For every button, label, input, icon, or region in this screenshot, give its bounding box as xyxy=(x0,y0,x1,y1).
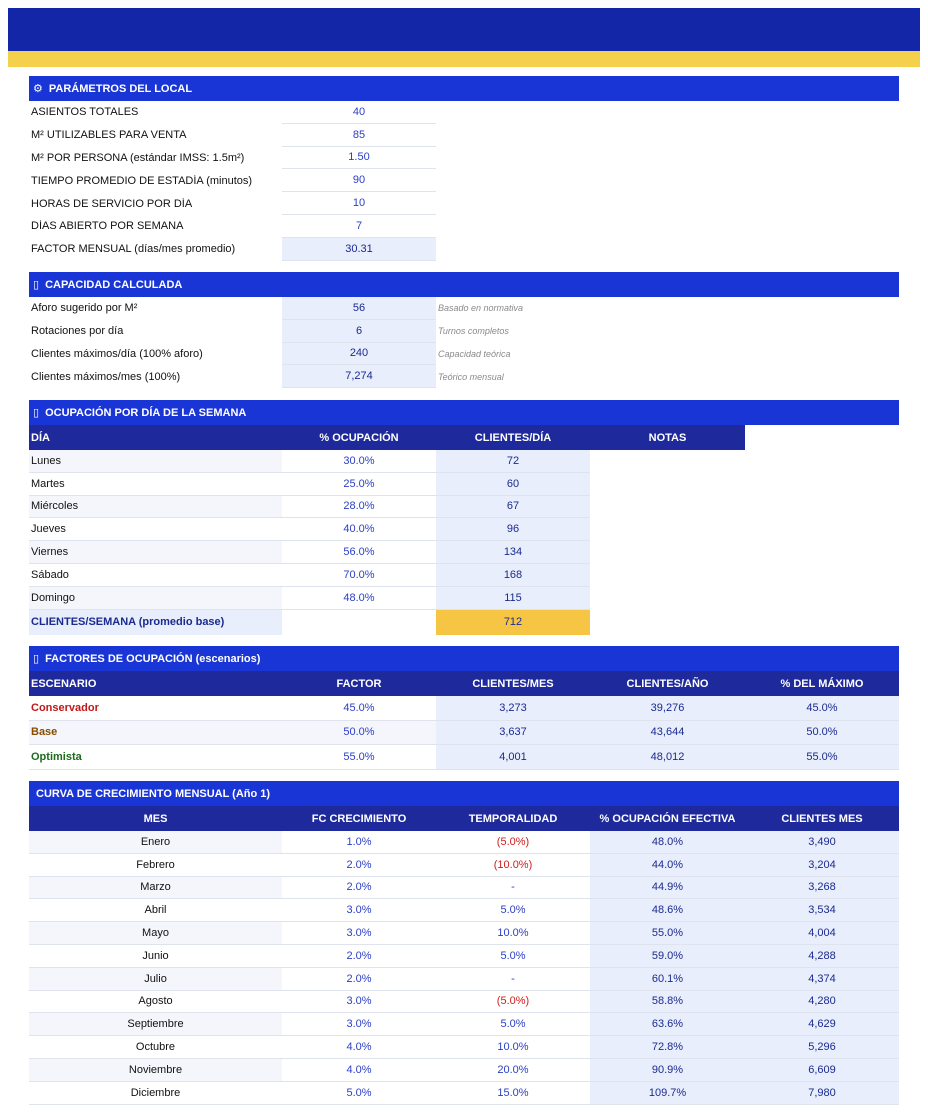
capacidad-note: Turnos completos xyxy=(438,326,509,337)
mes-cell: Julio xyxy=(29,968,282,991)
ocupacion-pct-cell[interactable]: 25.0% xyxy=(282,473,436,496)
mes-cell: Enero xyxy=(29,831,282,854)
ocupacion-efectiva-cell: 59.0% xyxy=(590,945,745,968)
clientes-mes-curva-cell: 4,629 xyxy=(745,1013,899,1036)
mes-cell: Marzo xyxy=(29,877,282,900)
clientes-mes-cell: 3,273 xyxy=(436,696,590,721)
factor-cell[interactable]: 55.0% xyxy=(282,745,436,770)
col-header-notas: NOTAS xyxy=(648,431,687,444)
capacidad-section xyxy=(29,272,899,388)
ocupacion-efectiva-cell: 109.7% xyxy=(590,1082,745,1105)
ocupacion-efectiva-cell: 63.6% xyxy=(590,1013,745,1036)
ocupacion-table-header xyxy=(29,425,745,450)
clientes-mes-curva-cell: 3,490 xyxy=(745,831,899,854)
ocupacion-pct-cell[interactable]: 56.0% xyxy=(282,541,436,564)
fc-crecimiento-cell[interactable]: 4.0% xyxy=(282,1059,436,1082)
escenario-cell: Base xyxy=(29,721,282,746)
clientes-mes-curva-cell: 6,609 xyxy=(745,1059,899,1082)
ocupacion-efectiva-cell: 48.0% xyxy=(590,831,745,854)
clientes-dia-cell: 72 xyxy=(436,450,590,473)
param-value[interactable]: 10 xyxy=(282,192,436,215)
temporalidad-cell[interactable]: 10.0% xyxy=(436,1036,590,1059)
capacidad-value: 56 xyxy=(282,297,436,320)
clientes-anio-cell: 48,012 xyxy=(590,745,745,770)
mes-cell: Febrero xyxy=(29,854,282,877)
dia-cell: Miércoles xyxy=(29,496,282,519)
temporalidad-cell[interactable]: - xyxy=(436,877,590,900)
mes-cell: Octubre xyxy=(29,1036,282,1059)
clientes-dia-cell: 67 xyxy=(436,496,590,519)
mes-cell: Mayo xyxy=(29,922,282,945)
parametros-header xyxy=(29,76,899,101)
capacidad-label: Rotaciones por día xyxy=(31,325,124,338)
ocupacion-efectiva-cell: 44.9% xyxy=(590,877,745,900)
table-row xyxy=(29,473,899,496)
factores-header xyxy=(29,646,899,671)
col-header-ocupacion: % OCUPACIÓN xyxy=(319,431,399,444)
param-value[interactable]: 1.50 xyxy=(282,147,436,170)
total-row xyxy=(29,610,899,635)
ocupacion-header xyxy=(29,400,899,425)
capacidad-note: Teórico mensual xyxy=(438,371,504,382)
dia-cell: Jueves xyxy=(29,518,282,541)
param-row xyxy=(29,215,899,238)
top-banner xyxy=(8,8,920,51)
table-row xyxy=(29,587,899,610)
fc-crecimiento-cell[interactable]: 3.0% xyxy=(282,922,436,945)
param-label: FACTOR MENSUAL (días/mes promedio) xyxy=(31,243,236,256)
capacidad-header xyxy=(29,272,899,297)
clientes-mes-curva-cell: 4,280 xyxy=(745,991,899,1014)
table-row xyxy=(29,1013,899,1036)
clientes-mes-curva-cell: 7,980 xyxy=(745,1082,899,1105)
clientes-anio-cell: 39,276 xyxy=(590,696,745,721)
temporalidad-cell[interactable]: 5.0% xyxy=(436,899,590,922)
capacidad-label: Clientes máximos/día (100% aforo) xyxy=(31,347,203,360)
factores-table-header xyxy=(29,671,899,696)
clientes-mes-curva-cell: 3,204 xyxy=(745,854,899,877)
table-row xyxy=(29,721,899,746)
table-row xyxy=(29,541,899,564)
mes-cell: Junio xyxy=(29,945,282,968)
param-value[interactable]: 90 xyxy=(282,169,436,192)
mes-cell: Abril xyxy=(29,899,282,922)
missing-glyph-icon: ▯ xyxy=(33,279,40,291)
ocupacion-efectiva-cell: 72.8% xyxy=(590,1036,745,1059)
col-header-dia: DÍA xyxy=(31,431,50,444)
param-value[interactable]: 85 xyxy=(282,124,436,147)
param-row xyxy=(29,169,899,192)
dia-cell: Domingo xyxy=(29,587,282,610)
clientes-dia-cell: 168 xyxy=(436,564,590,587)
param-label: M² UTILIZABLES PARA VENTA xyxy=(31,129,187,142)
fc-crecimiento-cell[interactable]: 2.0% xyxy=(282,877,436,900)
table-row xyxy=(29,564,899,587)
capacidad-label: Aforo sugerido por M² xyxy=(31,302,138,315)
factores-title: FACTORES DE OCUPACIÓN (escenarios) xyxy=(45,652,261,665)
param-label: HORAS DE SERVICIO POR DÍA xyxy=(31,197,193,210)
escenario-cell: Optimista xyxy=(29,745,282,770)
del-maximo-cell: 55.0% xyxy=(745,745,899,770)
param-row xyxy=(29,192,899,215)
missing-glyph-icon: ▯ xyxy=(33,407,40,419)
capacidad-row xyxy=(29,343,899,366)
col-header-factor: FACTOR xyxy=(336,677,382,690)
param-label: TIEMPO PROMEDIO DE ESTADÍA (minutos) xyxy=(31,174,253,187)
table-row xyxy=(29,696,899,721)
fc-crecimiento-cell[interactable]: 3.0% xyxy=(282,899,436,922)
clientes-mes-curva-cell: 5,296 xyxy=(745,1036,899,1059)
temporalidad-cell[interactable]: 10.0% xyxy=(436,922,590,945)
capacidad-row xyxy=(29,365,899,388)
escenario-cell: Conservador xyxy=(29,696,282,721)
table-row xyxy=(29,745,899,770)
ocupacion-title: OCUPACIÓN POR DÍA DE LA SEMANA xyxy=(45,406,247,419)
param-value[interactable]: 7 xyxy=(282,215,436,238)
del-maximo-cell: 45.0% xyxy=(745,696,899,721)
col-header-fc-crecimiento: FC CRECIMIENTO xyxy=(311,812,407,825)
clientes-mes-curva-cell: 3,534 xyxy=(745,899,899,922)
capacidad-note: Basado en normativa xyxy=(438,303,524,314)
ocupacion-pct-cell[interactable]: 40.0% xyxy=(282,518,436,541)
table-row xyxy=(29,899,899,922)
ocupacion-pct-cell[interactable]: 48.0% xyxy=(282,587,436,610)
table-row xyxy=(29,968,899,991)
table-row xyxy=(29,991,899,1014)
clientes-mes-cell: 3,637 xyxy=(436,721,590,746)
ocupacion-efectiva-cell: 90.9% xyxy=(590,1059,745,1082)
curva-title: CURVA DE CRECIMIENTO MENSUAL (Año 1) xyxy=(36,787,271,800)
col-header-escenario: ESCENARIO xyxy=(31,677,97,690)
clientes-mes-curva-cell: 4,288 xyxy=(745,945,899,968)
capacidad-note: Capacidad teórica xyxy=(438,348,511,359)
temporalidad-cell[interactable]: 20.0% xyxy=(436,1059,590,1082)
curva-table-header xyxy=(29,806,899,831)
total-label: CLIENTES/SEMANA (promedio base) xyxy=(29,610,282,635)
ocupacion-efectiva-cell: 48.6% xyxy=(590,899,745,922)
factor-cell[interactable]: 50.0% xyxy=(282,721,436,746)
mes-cell: Noviembre xyxy=(29,1059,282,1082)
curva-section xyxy=(29,781,899,1105)
parametros-title: PARÁMETROS DEL LOCAL xyxy=(48,82,193,95)
ocupacion-efectiva-cell: 60.1% xyxy=(590,968,745,991)
factor-cell[interactable]: 45.0% xyxy=(282,696,436,721)
fc-crecimiento-cell[interactable]: 2.0% xyxy=(282,968,436,991)
ocupacion-efectiva-cell: 44.0% xyxy=(590,854,745,877)
temporalidad-cell[interactable]: (10.0%) xyxy=(436,854,590,877)
temporalidad-cell[interactable]: 5.0% xyxy=(436,945,590,968)
table-row xyxy=(29,877,899,900)
param-row xyxy=(29,124,899,147)
clientes-dia-cell: 96 xyxy=(436,518,590,541)
col-header-clientes-mes: CLIENTES/MES xyxy=(472,677,554,690)
dia-cell: Martes xyxy=(29,473,282,496)
temporalidad-cell[interactable]: - xyxy=(436,968,590,991)
table-row xyxy=(29,831,899,854)
ocupacion-efectiva-cell: 58.8% xyxy=(590,991,745,1014)
parametros-section xyxy=(29,76,899,261)
col-header-del-maximo: % DEL MÁXIMO xyxy=(780,677,864,690)
factores-section xyxy=(29,646,899,770)
temporalidad-cell[interactable]: (5.0%) xyxy=(436,991,590,1014)
temporalidad-cell[interactable]: 15.0% xyxy=(436,1082,590,1105)
capacidad-row xyxy=(29,297,899,320)
capacidad-row xyxy=(29,320,899,343)
param-value: 30.31 xyxy=(282,238,436,261)
table-row xyxy=(29,496,899,519)
clientes-anio-cell: 43,644 xyxy=(590,721,745,746)
table-row xyxy=(29,945,899,968)
fc-crecimiento-cell[interactable]: 5.0% xyxy=(282,1082,436,1105)
total-value: 712 xyxy=(436,610,590,635)
param-row xyxy=(29,238,899,261)
capacidad-value: 6 xyxy=(282,320,436,343)
param-row xyxy=(29,101,899,124)
gear-icon: ⚙ xyxy=(33,83,43,95)
fc-crecimiento-cell[interactable]: 3.0% xyxy=(282,1013,436,1036)
clientes-dia-cell: 60 xyxy=(436,473,590,496)
fc-crecimiento-cell[interactable]: 2.0% xyxy=(282,854,436,877)
param-label: DÍAS ABIERTO POR SEMANA xyxy=(31,220,184,233)
col-header-clientes-mes-curva: CLIENTES MES xyxy=(781,812,863,825)
mes-cell: Septiembre xyxy=(29,1013,282,1036)
table-row xyxy=(29,1082,899,1105)
fc-crecimiento-cell[interactable]: 3.0% xyxy=(282,991,436,1014)
missing-glyph-icon: ▯ xyxy=(33,653,40,665)
fc-crecimiento-cell[interactable]: 2.0% xyxy=(282,945,436,968)
temporalidad-cell[interactable]: (5.0%) xyxy=(436,831,590,854)
col-header-temporalidad: TEMPORALIDAD xyxy=(468,812,558,825)
clientes-mes-curva-cell: 4,004 xyxy=(745,922,899,945)
clientes-dia-cell: 134 xyxy=(436,541,590,564)
capacidad-value: 240 xyxy=(282,343,436,366)
table-row xyxy=(29,1059,899,1082)
fc-crecimiento-cell[interactable]: 1.0% xyxy=(282,831,436,854)
col-header-clientes-dia: CLIENTES/DÍA xyxy=(474,431,552,444)
curva-header xyxy=(29,781,899,806)
ocupacion-efectiva-cell: 55.0% xyxy=(590,922,745,945)
col-header-ocupacion-efectiva: % OCUPACIÓN EFECTIVA xyxy=(599,812,736,825)
table-row xyxy=(29,518,899,541)
temporalidad-cell[interactable]: 5.0% xyxy=(436,1013,590,1036)
capacidad-label: Clientes máximos/mes (100%) xyxy=(31,370,181,383)
ocupacion-pct-cell[interactable]: 28.0% xyxy=(282,496,436,519)
table-row xyxy=(29,1036,899,1059)
clientes-dia-cell: 115 xyxy=(436,587,590,610)
col-header-clientes-anio: CLIENTES/AÑO xyxy=(626,677,709,690)
fc-crecimiento-cell[interactable]: 4.0% xyxy=(282,1036,436,1059)
dia-cell: Sábado xyxy=(29,564,282,587)
clientes-mes-cell: 4,001 xyxy=(436,745,590,770)
table-row xyxy=(29,922,899,945)
param-label: M² POR PERSONA (estándar IMSS: 1.5m²) xyxy=(31,151,245,164)
ocupacion-pct-cell[interactable]: 70.0% xyxy=(282,564,436,587)
param-row xyxy=(29,147,899,170)
param-value[interactable]: 40 xyxy=(282,101,436,124)
clientes-mes-curva-cell: 3,268 xyxy=(745,877,899,900)
clientes-mes-curva-cell: 4,374 xyxy=(745,968,899,991)
ocupacion-pct-cell[interactable]: 30.0% xyxy=(282,450,436,473)
capacidad-title: CAPACIDAD CALCULADA xyxy=(45,278,183,291)
mes-cell: Diciembre xyxy=(29,1082,282,1105)
ocupacion-section xyxy=(29,400,899,635)
col-header-mes: MES xyxy=(143,812,168,825)
table-row xyxy=(29,450,899,473)
mes-cell: Agosto xyxy=(29,991,282,1014)
dia-cell: Viernes xyxy=(29,541,282,564)
table-row xyxy=(29,854,899,877)
del-maximo-cell: 50.0% xyxy=(745,721,899,746)
dia-cell: Lunes xyxy=(29,450,282,473)
capacidad-value: 7,274 xyxy=(282,365,436,388)
param-label: ASIENTOS TOTALES xyxy=(31,106,139,119)
top-stripe xyxy=(8,51,920,67)
